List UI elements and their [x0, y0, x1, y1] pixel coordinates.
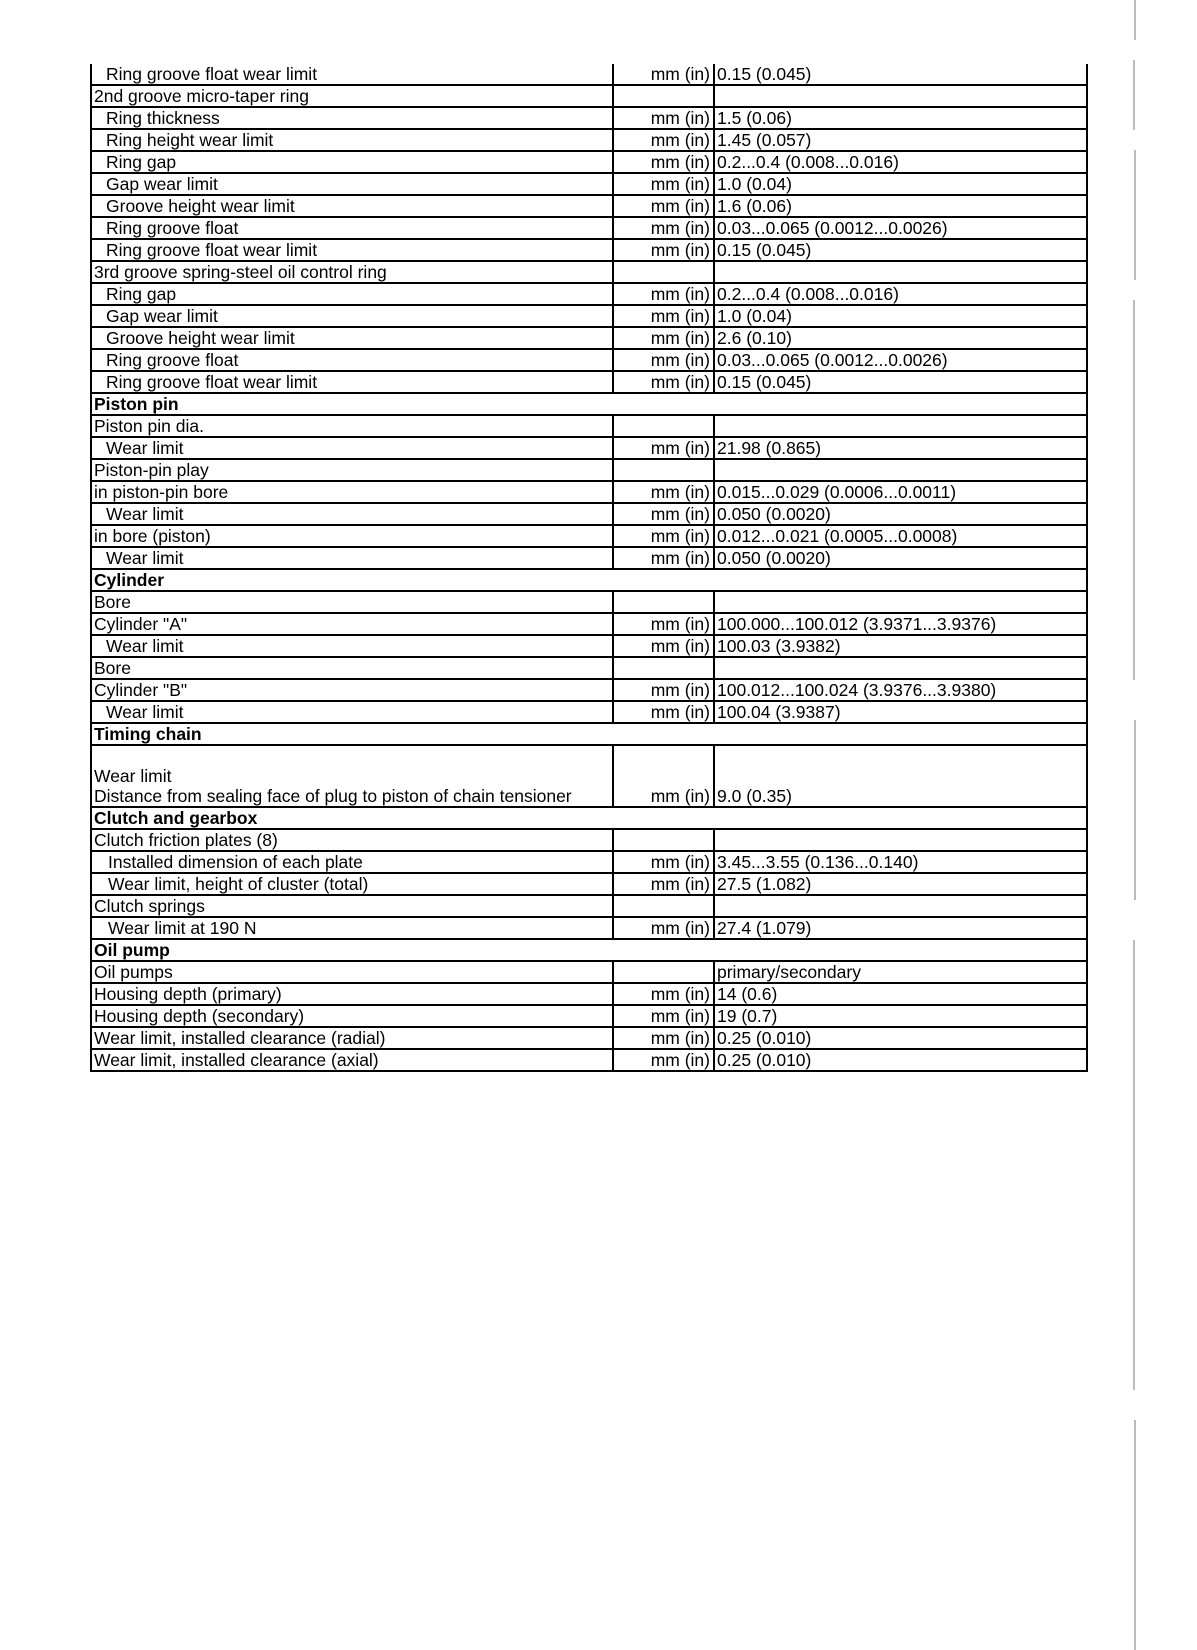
row-label: Wear limit — [91, 547, 613, 569]
row-value: 1.0 (0.04) — [714, 173, 1087, 195]
row-unit: mm (in) — [613, 873, 714, 895]
row-label: Ring thickness — [91, 107, 613, 129]
row-unit: mm (in) — [613, 745, 714, 807]
row-value: 100.000...100.012 (3.9371...3.9376) — [714, 613, 1087, 635]
table-row — [91, 503, 1087, 525]
table-row — [91, 283, 1087, 305]
row-value — [714, 569, 1087, 591]
row-unit — [613, 569, 714, 591]
row-value — [714, 591, 1087, 613]
table-row — [91, 635, 1087, 657]
table-row — [91, 217, 1087, 239]
table-row — [91, 829, 1087, 851]
row-label: Oil pumps — [91, 961, 613, 983]
row-unit: mm (in) — [613, 283, 714, 305]
row-value: 1.45 (0.057) — [714, 129, 1087, 151]
row-unit — [613, 807, 714, 829]
row-value: 100.04 (3.9387) — [714, 701, 1087, 723]
row-label: Bore — [91, 591, 613, 613]
table-row — [91, 459, 1087, 481]
table-row — [91, 239, 1087, 261]
row-value: 0.012...0.021 (0.0005...0.0008) — [714, 525, 1087, 547]
row-label: in piston-pin bore — [91, 481, 613, 503]
row-label: Wear limit, installed clearance (radial) — [91, 1027, 613, 1049]
table-row — [91, 64, 1087, 85]
row-value: 3.45...3.55 (0.136...0.140) — [714, 851, 1087, 873]
row-unit: mm (in) — [613, 173, 714, 195]
row-unit: mm (in) — [613, 547, 714, 569]
table-row — [91, 547, 1087, 569]
row-label: Wear limit — [91, 701, 613, 723]
table-row — [91, 851, 1087, 873]
row-value: 0.25 (0.010) — [714, 1027, 1087, 1049]
row-value — [714, 85, 1087, 107]
row-unit: mm (in) — [613, 481, 714, 503]
row-unit — [613, 261, 714, 283]
table-row — [91, 701, 1087, 723]
row-unit — [613, 459, 714, 481]
row-label: Ring gap — [91, 151, 613, 173]
row-unit: mm (in) — [613, 701, 714, 723]
table-row — [91, 961, 1087, 983]
row-label: 3rd groove spring-steel oil control ring — [91, 261, 613, 283]
row-value: 1.6 (0.06) — [714, 195, 1087, 217]
row-label: Cylinder "A" — [91, 613, 613, 635]
row-unit: mm (in) — [613, 1005, 714, 1027]
row-value — [714, 393, 1087, 415]
row-value: 100.012...100.024 (3.9376...3.9380) — [714, 679, 1087, 701]
table-row — [91, 1005, 1087, 1027]
row-value: 19 (0.7) — [714, 1005, 1087, 1027]
row-label: Cylinder — [91, 569, 613, 591]
row-label: Wear limit Distance from sealing face of plug to piston of chain tensioner — [91, 745, 613, 807]
row-label: Wear limit at 190 N — [91, 917, 613, 939]
row-value: 14 (0.6) — [714, 983, 1087, 1005]
row-label: Groove height wear limit — [91, 195, 613, 217]
row-label: Housing depth (primary) — [91, 983, 613, 1005]
row-label: Wear limit — [91, 437, 613, 459]
row-unit: mm (in) — [613, 217, 714, 239]
row-unit — [613, 657, 714, 679]
table-row — [91, 873, 1087, 895]
section-row — [91, 723, 1087, 745]
specification-table-body — [91, 64, 1087, 1071]
table-row — [91, 107, 1087, 129]
row-label: Timing chain — [91, 723, 613, 745]
row-label: Gap wear limit — [91, 305, 613, 327]
row-unit: mm (in) — [613, 503, 714, 525]
table-row — [91, 591, 1087, 613]
row-value: 0.15 (0.045) — [714, 64, 1087, 85]
row-label: Housing depth (secondary) — [91, 1005, 613, 1027]
table-row — [91, 983, 1087, 1005]
row-value: 100.03 (3.9382) — [714, 635, 1087, 657]
row-unit — [613, 895, 714, 917]
row-label: Installed dimension of each plate — [91, 851, 613, 873]
scan-edge-marks — [1128, 0, 1142, 1650]
row-unit: mm (in) — [613, 1049, 714, 1071]
row-unit — [613, 393, 714, 415]
row-unit: mm (in) — [613, 525, 714, 547]
table-row — [91, 1027, 1087, 1049]
row-value: 0.15 (0.045) — [714, 239, 1087, 261]
table-row — [91, 437, 1087, 459]
row-value: 0.25 (0.010) — [714, 1049, 1087, 1071]
row-label: Gap wear limit — [91, 173, 613, 195]
row-label: in bore (piston) — [91, 525, 613, 547]
row-label: Bore — [91, 657, 613, 679]
row-value — [714, 939, 1087, 961]
row-label: Ring gap — [91, 283, 613, 305]
row-value — [714, 895, 1087, 917]
row-value — [714, 459, 1087, 481]
row-value — [714, 829, 1087, 851]
row-label: Ring groove float — [91, 349, 613, 371]
table-row — [91, 917, 1087, 939]
row-unit: mm (in) — [613, 327, 714, 349]
row-unit: mm (in) — [613, 349, 714, 371]
row-label: Clutch friction plates (8) — [91, 829, 613, 851]
table-row — [91, 895, 1087, 917]
row-label: Ring groove float wear limit — [91, 239, 613, 261]
row-label: Clutch springs — [91, 895, 613, 917]
table-row — [91, 1049, 1087, 1071]
row-unit: mm (in) — [613, 371, 714, 393]
row-label: Wear limit — [91, 503, 613, 525]
table-row — [91, 745, 1087, 807]
table-row — [91, 261, 1087, 283]
row-label: Ring height wear limit — [91, 129, 613, 151]
row-value: 9.0 (0.35) — [714, 745, 1087, 807]
row-unit: mm (in) — [613, 851, 714, 873]
table-row — [91, 195, 1087, 217]
row-value: 0.050 (0.0020) — [714, 547, 1087, 569]
row-unit: mm (in) — [613, 679, 714, 701]
section-row — [91, 569, 1087, 591]
row-unit: mm (in) — [613, 129, 714, 151]
section-row — [91, 393, 1087, 415]
table-row — [91, 415, 1087, 437]
row-value: 2.6 (0.10) — [714, 327, 1087, 349]
row-value — [714, 261, 1087, 283]
specification-table — [90, 64, 1088, 1072]
row-unit: mm (in) — [613, 107, 714, 129]
row-value: 0.03...0.065 (0.0012...0.0026) — [714, 217, 1087, 239]
row-unit: mm (in) — [613, 983, 714, 1005]
table-row — [91, 613, 1087, 635]
row-value: 0.050 (0.0020) — [714, 503, 1087, 525]
row-label: Clutch and gearbox — [91, 807, 613, 829]
row-value: 0.03...0.065 (0.0012...0.0026) — [714, 349, 1087, 371]
row-unit: mm (in) — [613, 635, 714, 657]
row-label: Ring groove float wear limit — [91, 64, 613, 85]
row-value: 21.98 (0.865) — [714, 437, 1087, 459]
row-unit — [613, 961, 714, 983]
table-row — [91, 371, 1087, 393]
row-unit: mm (in) — [613, 1027, 714, 1049]
row-label: Piston pin — [91, 393, 613, 415]
row-label: Piston pin dia. — [91, 415, 613, 437]
row-label: 2nd groove micro-taper ring — [91, 85, 613, 107]
row-value: 0.2...0.4 (0.008...0.016) — [714, 283, 1087, 305]
row-unit: mm (in) — [613, 239, 714, 261]
row-unit: mm (in) — [613, 437, 714, 459]
row-value — [714, 657, 1087, 679]
row-value: 0.15 (0.045) — [714, 371, 1087, 393]
row-label: Wear limit, installed clearance (axial) — [91, 1049, 613, 1071]
row-unit: mm (in) — [613, 613, 714, 635]
table-row — [91, 151, 1087, 173]
table-row — [91, 525, 1087, 547]
row-unit: mm (in) — [613, 195, 714, 217]
row-label: Ring groove float wear limit — [91, 371, 613, 393]
table-row — [91, 349, 1087, 371]
row-unit: mm (in) — [613, 917, 714, 939]
table-row — [91, 657, 1087, 679]
row-label: Oil pump — [91, 939, 613, 961]
row-unit: mm (in) — [613, 64, 714, 85]
row-unit — [613, 591, 714, 613]
row-value: 1.0 (0.04) — [714, 305, 1087, 327]
row-label: Ring groove float — [91, 217, 613, 239]
table-row — [91, 305, 1087, 327]
row-value — [714, 723, 1087, 745]
row-value: 0.2...0.4 (0.008...0.016) — [714, 151, 1087, 173]
spec-sheet — [90, 64, 1088, 1072]
row-value: 27.4 (1.079) — [714, 917, 1087, 939]
row-value: 1.5 (0.06) — [714, 107, 1087, 129]
table-row — [91, 173, 1087, 195]
row-unit: mm (in) — [613, 305, 714, 327]
row-unit — [613, 723, 714, 745]
section-row — [91, 807, 1087, 829]
row-unit — [613, 939, 714, 961]
row-label: Piston-pin play — [91, 459, 613, 481]
row-unit — [613, 415, 714, 437]
row-label: Wear limit, height of cluster (total) — [91, 873, 613, 895]
table-row — [91, 327, 1087, 349]
row-label: Groove height wear limit — [91, 327, 613, 349]
row-value: 0.015...0.029 (0.0006...0.0011) — [714, 481, 1087, 503]
row-unit — [613, 829, 714, 851]
row-value — [714, 415, 1087, 437]
table-row — [91, 85, 1087, 107]
row-value: 27.5 (1.082) — [714, 873, 1087, 895]
table-row — [91, 679, 1087, 701]
row-value — [714, 807, 1087, 829]
row-unit — [613, 85, 714, 107]
row-unit: mm (in) — [613, 151, 714, 173]
row-value: primary/secondary — [714, 961, 1087, 983]
table-row — [91, 481, 1087, 503]
section-row — [91, 939, 1087, 961]
row-label: Wear limit — [91, 635, 613, 657]
row-label: Cylinder "B" — [91, 679, 613, 701]
table-row — [91, 129, 1087, 151]
